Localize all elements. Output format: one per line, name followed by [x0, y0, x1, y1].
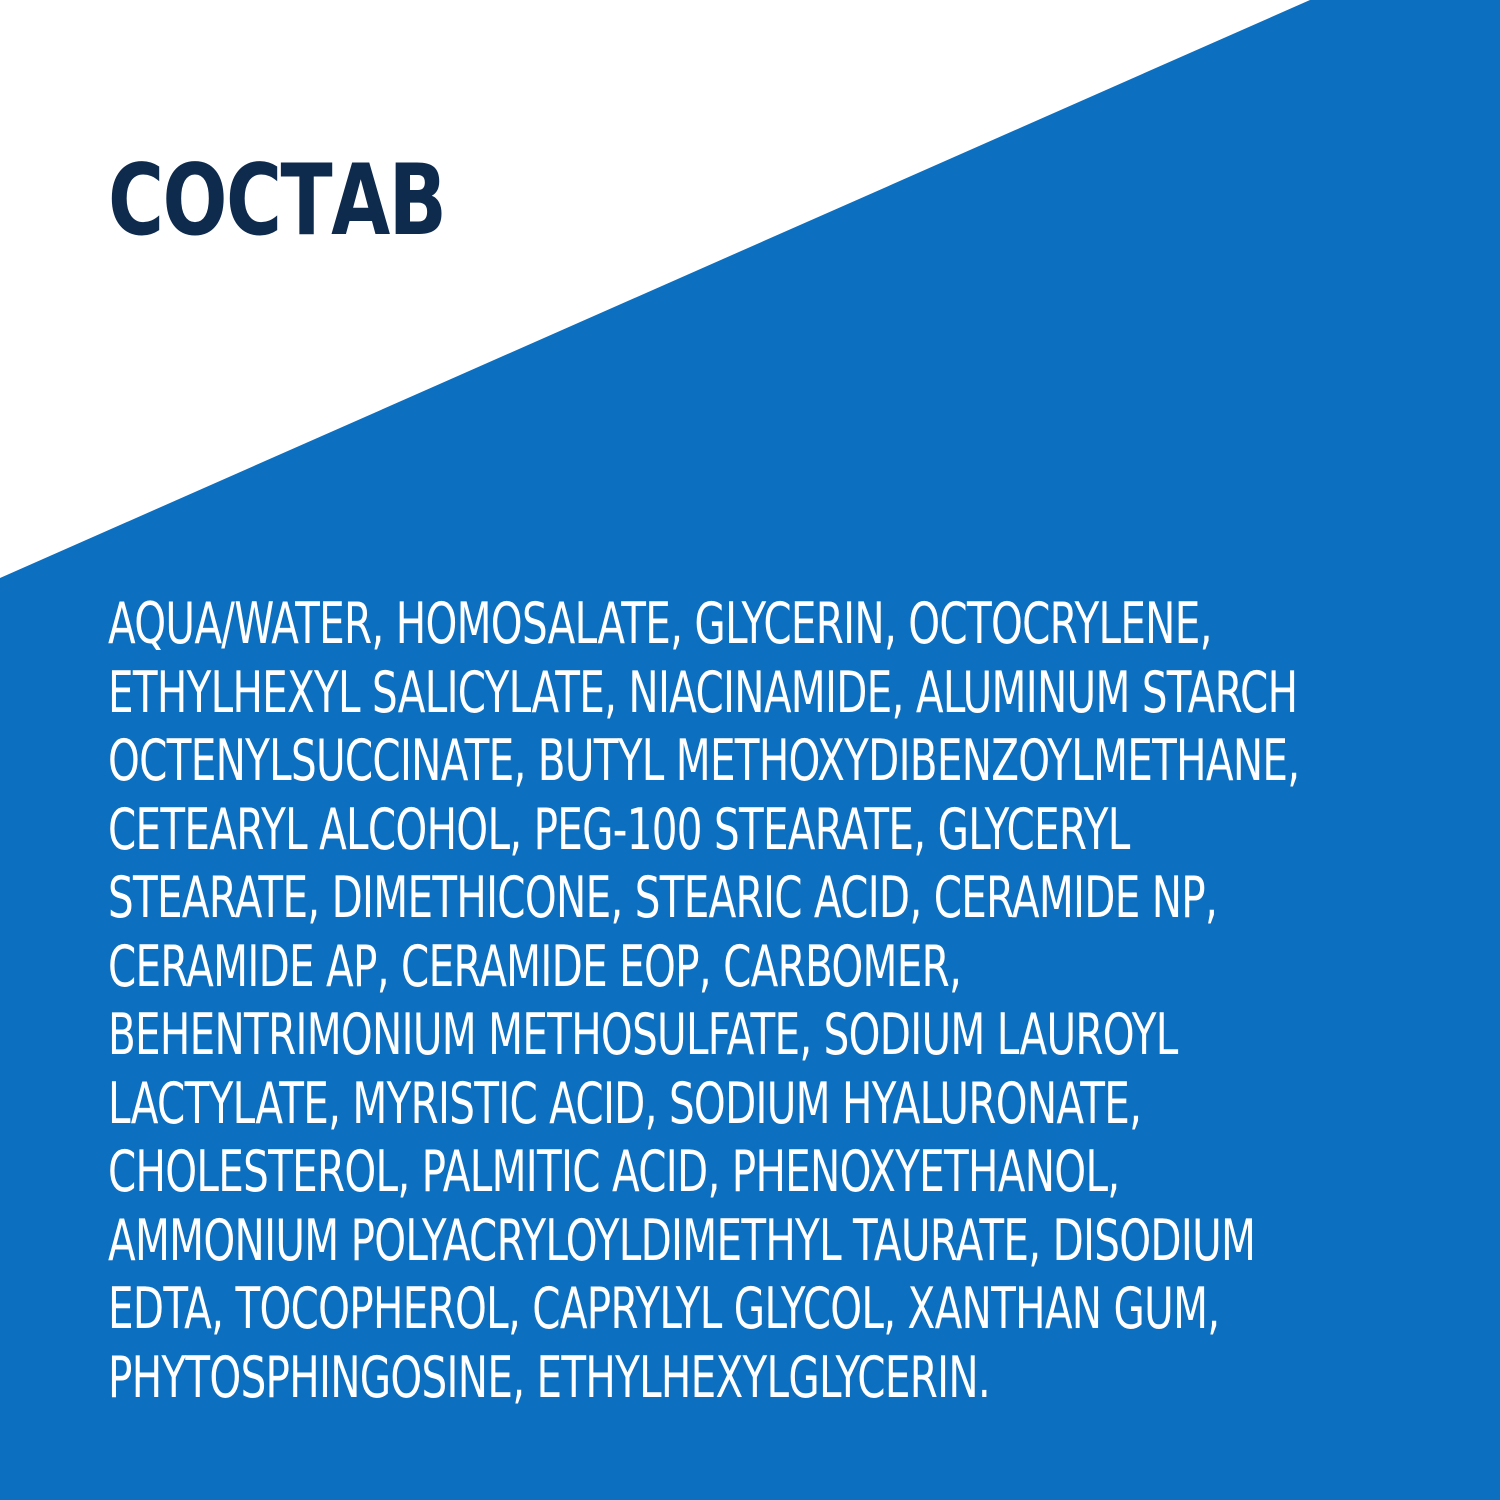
- ingredient-line: CHOLESTEROL, PALMITIC ACID, PHENOXYETHANOL,: [108, 1139, 1120, 1205]
- ingredient-line: OCTENYLSUCCINATE, BUTYL METHOXYDIBENZOYLMETHANE,: [108, 728, 1300, 794]
- ingredient-line: ETHYLHEXYL SALICYLATE, NIACINAMIDE, ALUMINUM STARCH: [108, 659, 1298, 726]
- ingredient-line: CETEARYL ALCOHOL, PEG-100 STEARATE, GLYCERYL: [108, 796, 1130, 863]
- ingredient-line: AMMONIUM POLYACRYLOYLDIMETHYL TAURATE, DISODIUM: [108, 1207, 1256, 1274]
- ingredient-line: CERAMIDE AP, CERAMIDE EOP, CARBOMER,: [108, 933, 962, 1000]
- composition-title: СОСТАВ: [108, 144, 446, 258]
- ingredient-line: BEHENTRIMONIUM METHOSULFATE, SODIUM LAUROYL: [108, 1002, 1178, 1068]
- ingredient-line: AQUA/WATER, HOMOSALATE, GLYCERIN, OCTOCRYLENE,: [108, 591, 1212, 657]
- ingredient-line: LACTYLATE, MYRISTIC ACID, SODIUM HYALURONATE,: [108, 1070, 1142, 1137]
- ingredient-line: PHYTOSPHINGOSINE, ETHYLHEXYLGLYCERIN.: [108, 1344, 991, 1411]
- ingredients-list: [108, 590, 1299, 1412]
- ingredient-line: EDTA, TOCOPHEROL, CAPRYLYL GLYCOL, XANTHAN GUM,: [108, 1276, 1220, 1342]
- ingredient-line: STEARATE, DIMETHICONE, STEARIC ACID, CERAMIDE NP,: [108, 865, 1218, 931]
